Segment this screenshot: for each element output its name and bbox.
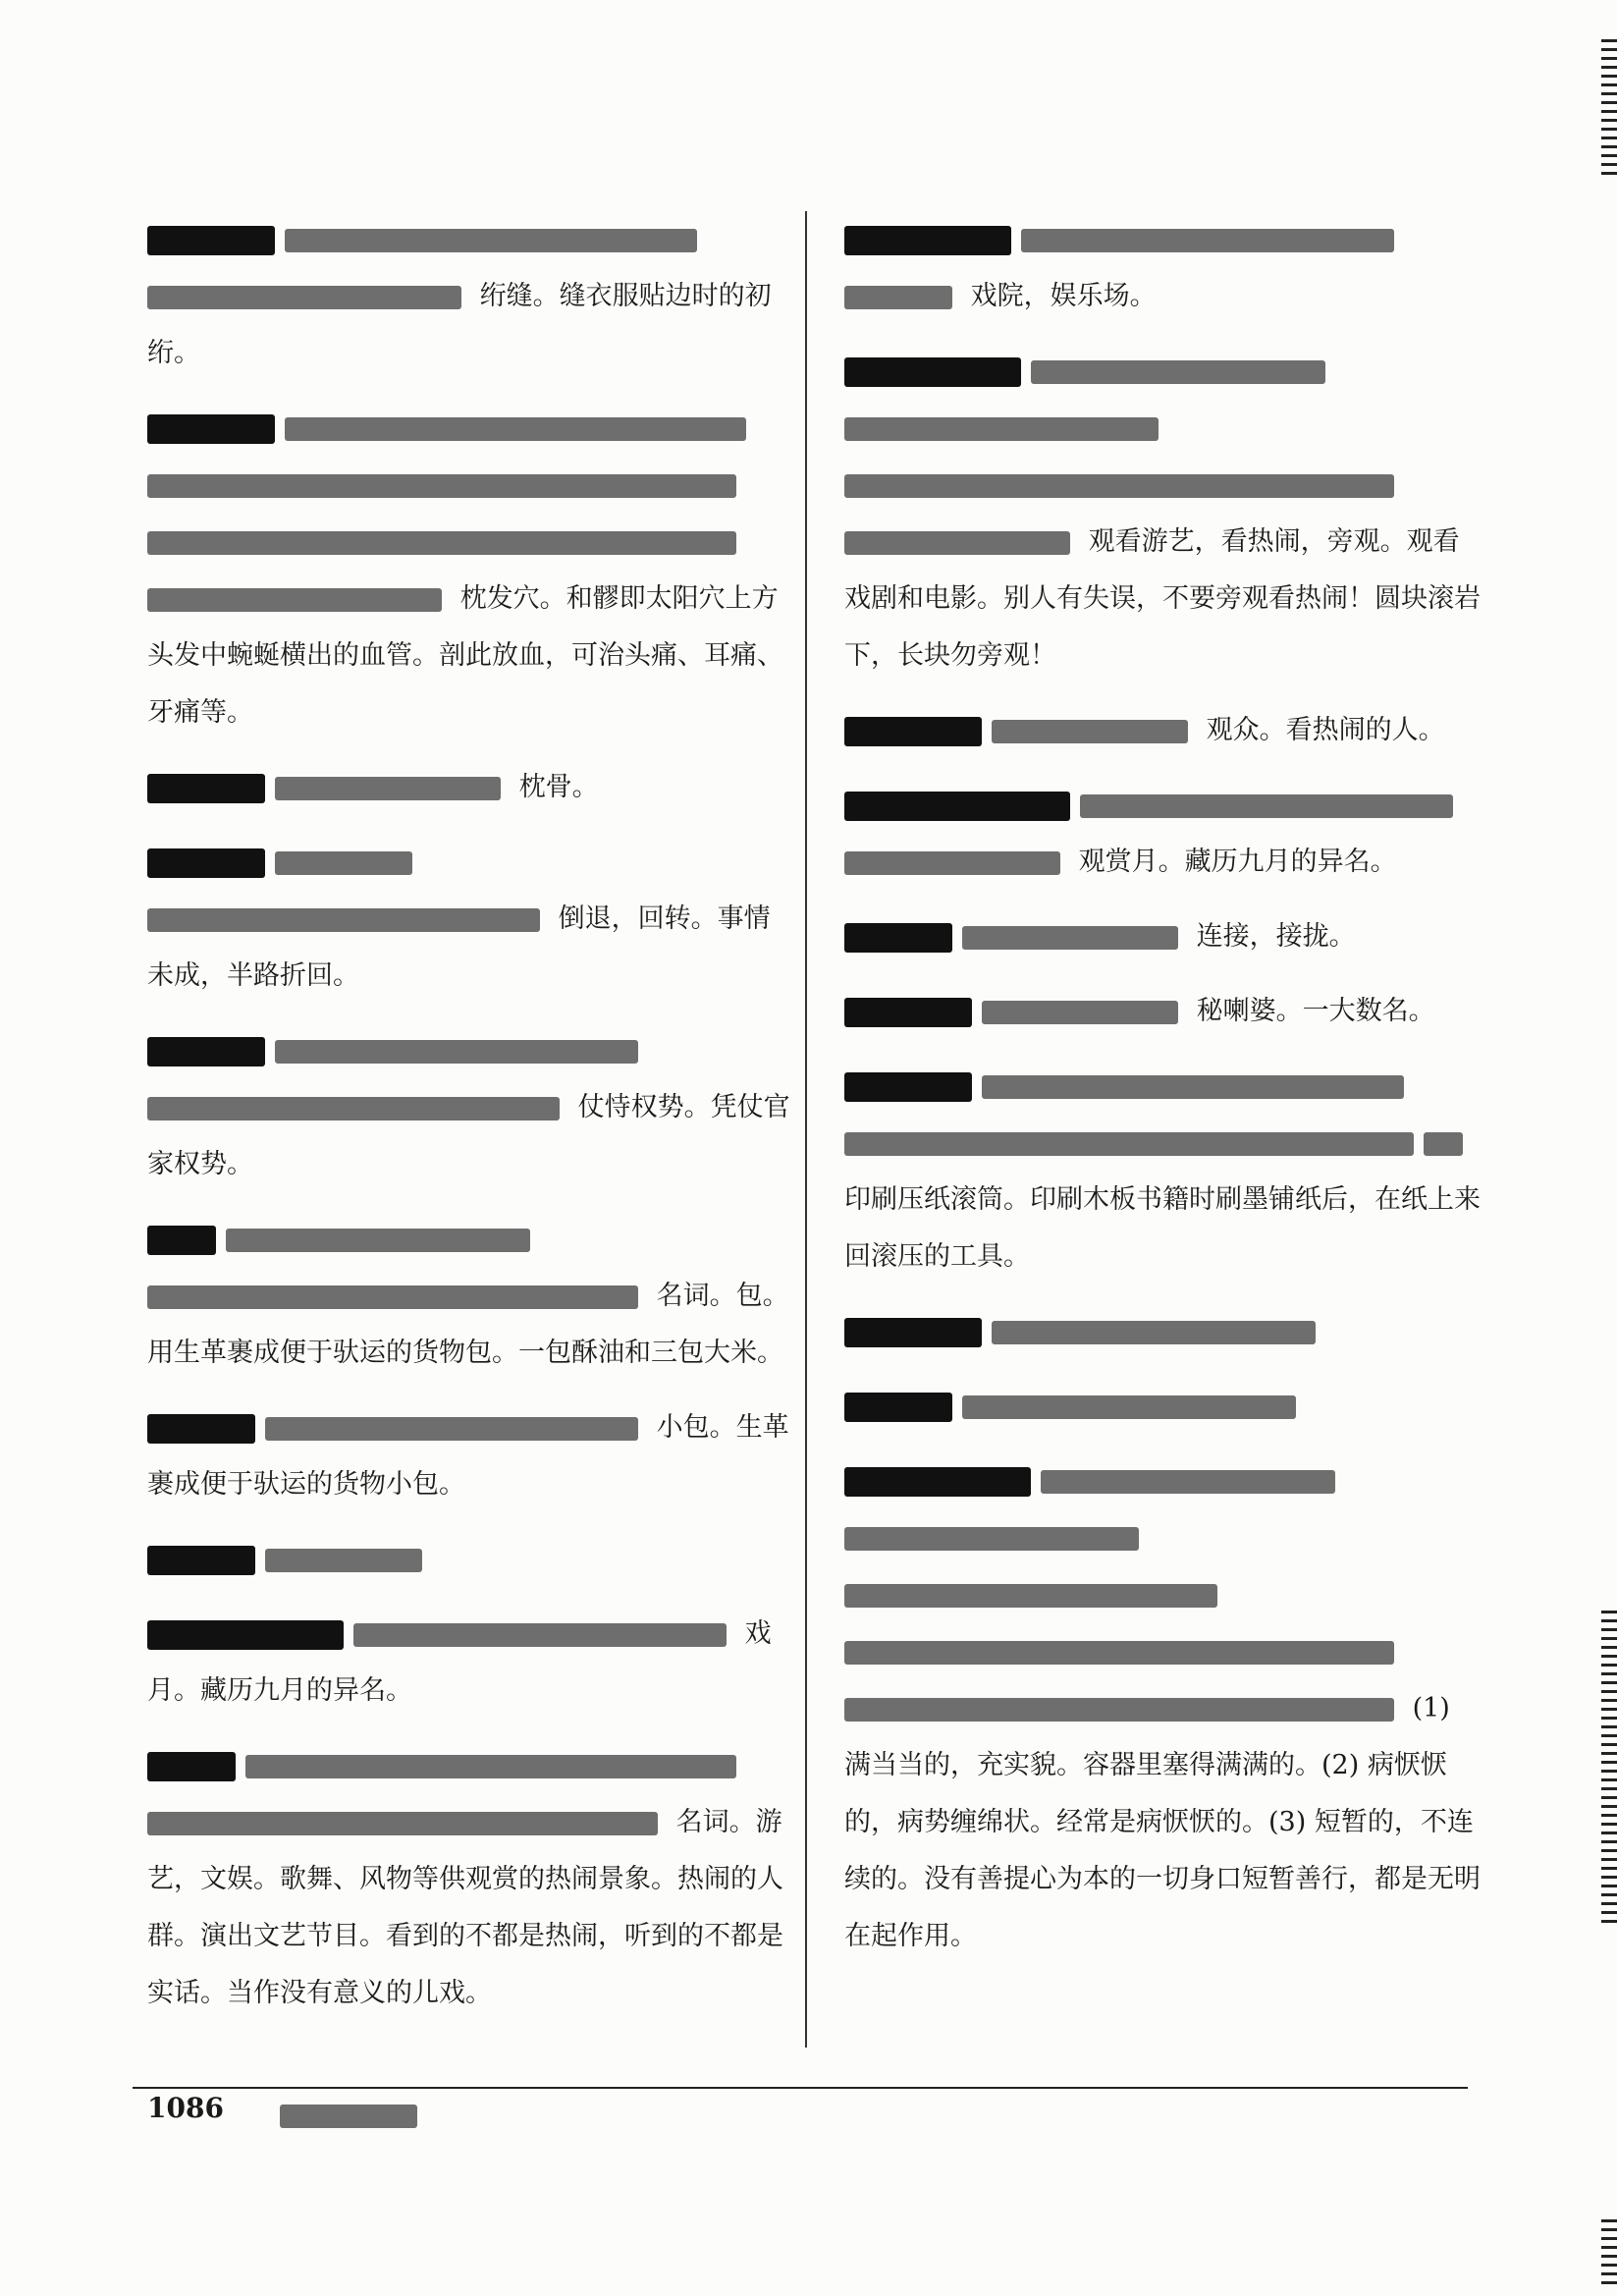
dictionary-entry — [147, 759, 795, 816]
chinese-gloss: 倒退，回转。事情未成，半路折回。 — [147, 903, 771, 991]
tibetan-text — [147, 1812, 658, 1835]
tibetan-text — [353, 1623, 727, 1647]
tibetan-text — [1041, 1470, 1335, 1494]
scan-edge-marks — [1601, 2219, 1617, 2288]
tibetan-headword — [147, 414, 275, 444]
tibetan-text — [992, 1321, 1316, 1344]
chinese-gloss: 戏院，娱乐场。 — [970, 281, 1157, 311]
dictionary-entry — [844, 908, 1482, 965]
tibetan-text — [844, 1132, 1414, 1156]
tibetan-text — [982, 1001, 1178, 1024]
page-number: 1086 — [147, 2092, 224, 2124]
dictionary-entry — [844, 777, 1482, 891]
dictionary-entry — [147, 834, 795, 1005]
tibetan-text — [1080, 794, 1453, 818]
tibetan-text — [1031, 360, 1325, 384]
chinese-gloss: 名词。游艺，文娱。歌舞、风物等供观赏的热闹景象。热闹的人群。演出文艺节目。看到的不都是热闹，听到的不都是实话。当作没有意义的儿戏。 — [147, 1807, 783, 2008]
tibetan-headword — [147, 1752, 236, 1781]
tibetan-headword — [147, 1546, 255, 1575]
chinese-gloss: 秘喇婆。一大数名。 — [1196, 996, 1435, 1026]
tibetan-headword — [844, 792, 1070, 821]
tibetan-text — [992, 720, 1188, 743]
tibetan-text — [147, 588, 442, 612]
tibetan-text — [147, 531, 736, 555]
dictionary-entry — [844, 1378, 1482, 1435]
dictionary-entry — [844, 1452, 1482, 1965]
dictionary-entry — [844, 211, 1482, 325]
chinese-gloss: 观看游艺，看热闹，旁观。观看戏剧和电影。别人有失误，不要旁观看热闹！圆块滚岩下，长块勿旁观！ — [844, 526, 1481, 671]
tibetan-text — [275, 777, 501, 800]
dictionary-entry — [844, 1303, 1482, 1360]
running-head — [280, 2105, 427, 2128]
tibetan-text — [844, 1527, 1139, 1551]
tibetan-text — [265, 1417, 638, 1441]
tibetan-text — [1021, 229, 1394, 252]
tibetan-text — [147, 474, 736, 498]
chinese-gloss: (1) 满当当的，充实貌。容器里塞得满满的。(2) 病恹恹的，病势缠绵状。经常是病恹恹的。(3) 短暂的，不连续的。没有善提心为本的一切身口短暂善行，都是无明在起作用。 — [844, 1693, 1481, 1951]
dictionary-entry — [147, 1606, 795, 1720]
tibetan-headword — [844, 1072, 972, 1102]
column-divider — [805, 211, 807, 2048]
right-column — [844, 211, 1482, 1983]
tibetan-text — [275, 1040, 638, 1064]
dictionary-entry — [147, 211, 795, 382]
tibetan-text — [147, 908, 540, 932]
dictionary-entry — [844, 343, 1482, 684]
dictionary-entry — [147, 1531, 795, 1588]
chinese-gloss: 观众。看热闹的人。 — [1206, 715, 1445, 745]
tibetan-headword — [147, 1226, 216, 1255]
tibetan-headword — [844, 923, 952, 953]
tibetan-text — [275, 851, 412, 875]
tibetan-text — [844, 417, 1159, 441]
tibetan-headword — [844, 1318, 982, 1347]
tibetan-headword — [844, 717, 982, 746]
tibetan-headword — [844, 998, 972, 1027]
tibetan-headword — [844, 357, 1021, 387]
chinese-gloss: 小包。生革裹成便于驮运的货物小包。 — [147, 1412, 789, 1500]
tibetan-text — [844, 474, 1394, 498]
dictionary-entry — [147, 1022, 795, 1193]
footer-rule — [133, 2087, 1468, 2089]
tibetan-headword — [844, 1393, 952, 1422]
chinese-gloss: 枕发穴。和髎即太阳穴上方头发中蜿蜒横出的血管。剖此放血，可治头痛、耳痛、牙痛等。 — [147, 583, 783, 728]
tibetan-headword — [147, 1037, 265, 1066]
tibetan-text — [265, 1549, 422, 1572]
tibetan-text — [147, 1097, 560, 1121]
chinese-gloss: 枕骨。 — [518, 772, 599, 802]
chinese-gloss: 名词。包。用生革裹成便于驮运的货物包。一包酥油和三包大米。 — [147, 1281, 789, 1368]
tibetan-text — [844, 531, 1070, 555]
tibetan-text — [226, 1229, 530, 1252]
tibetan-headword — [844, 1467, 1031, 1497]
chinese-gloss: 绗缝。缝衣服贴边时的初绗。 — [147, 281, 772, 368]
tibetan-text — [844, 851, 1060, 875]
left-column — [147, 211, 795, 2040]
dictionary-entry — [147, 1211, 795, 1382]
tibetan-headword — [147, 1414, 255, 1444]
tibetan-text — [962, 926, 1178, 950]
tibetan-text — [285, 417, 746, 441]
tibetan-text — [1424, 1132, 1463, 1156]
tibetan-text — [844, 1698, 1394, 1722]
dictionary-entry — [147, 400, 795, 741]
dictionary-entry — [844, 1058, 1482, 1285]
chinese-gloss: 仗恃权势。凭仗官家权势。 — [147, 1092, 790, 1179]
tibetan-text — [245, 1755, 736, 1778]
dictionary-entry — [844, 702, 1482, 759]
scan-edge-marks — [1601, 1611, 1617, 1925]
tibetan-text — [285, 229, 697, 252]
tibetan-headword — [147, 774, 265, 803]
tibetan-text — [844, 1641, 1394, 1665]
chinese-gloss: 观赏月。藏历九月的异名。 — [1078, 847, 1397, 877]
tibetan-text — [962, 1395, 1296, 1419]
tibetan-text — [844, 1584, 1217, 1608]
tibetan-headword — [147, 1620, 344, 1650]
chinese-gloss: 戏月。藏历九月的异名。 — [147, 1618, 772, 1706]
tibetan-text — [147, 286, 461, 309]
tibetan-text — [844, 286, 952, 309]
tibetan-text — [982, 1075, 1404, 1099]
tibetan-headword — [147, 848, 265, 878]
dictionary-entry — [147, 1399, 795, 1513]
tibetan-text — [147, 1285, 638, 1309]
chinese-gloss: 连接，接拢。 — [1196, 921, 1356, 952]
tibetan-headword — [147, 226, 275, 255]
scan-edge-marks — [1601, 39, 1617, 177]
tibetan-headword — [844, 226, 1011, 255]
tibetan-text — [280, 2105, 417, 2128]
dictionary-entry — [844, 983, 1482, 1040]
chinese-gloss: 印刷压纸滚筒。印刷木板书籍时刷墨铺纸后，在纸上来回滚压的工具。 — [844, 1184, 1481, 1272]
dictionary-entry — [147, 1737, 795, 2022]
